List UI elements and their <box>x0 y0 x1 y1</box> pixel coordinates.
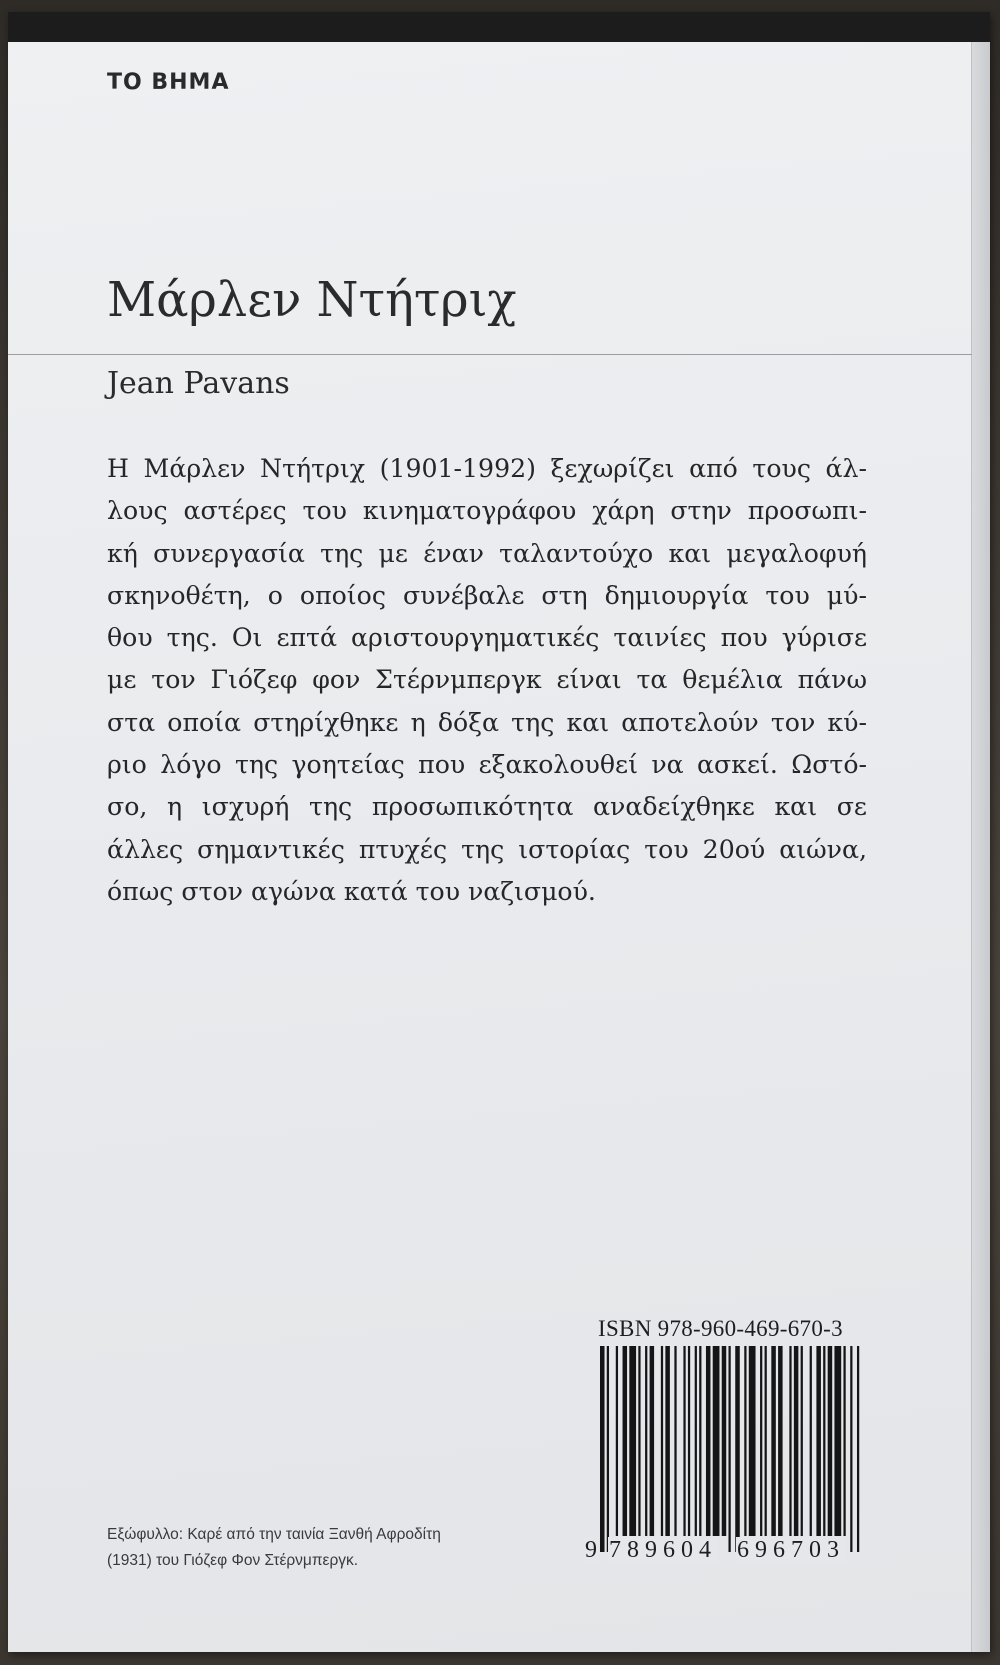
isbn-label: ISBN 978-960-469-670-3 <box>598 1316 843 1341</box>
barcode-bar <box>823 1346 825 1536</box>
barcode-bar <box>695 1346 697 1536</box>
barcode-bar <box>674 1346 676 1536</box>
barcode-bar <box>728 1346 730 1552</box>
barcode-bar <box>616 1346 618 1536</box>
barcode-bar <box>789 1346 791 1536</box>
barcode-bar <box>638 1346 640 1536</box>
cover-photo-credit <box>107 1522 567 1574</box>
barcode-bar <box>713 1346 720 1536</box>
barcode-bar <box>771 1346 776 1536</box>
publisher-name: ΤΟ ΒΗΜΑ <box>107 70 230 95</box>
blurb-text <box>107 448 867 913</box>
barcode-bar <box>706 1346 711 1536</box>
barcode-bar <box>650 1346 655 1536</box>
barcode-bar <box>810 1346 812 1536</box>
barcode-bar <box>828 1346 833 1536</box>
barcode-bar <box>843 1346 845 1536</box>
barcode-bar <box>857 1346 859 1552</box>
barcode-bar <box>744 1346 746 1536</box>
credit-line: (1931) του Γιόζεφ Φον Στέρνμπεργκ. <box>107 1552 359 1569</box>
blurb-line: ριο λόγο της γοητείας που εξακολουθεί να ασκεί. Ωστό- <box>107 750 867 780</box>
barcode-bar <box>816 1346 821 1536</box>
barcode-bar <box>665 1346 670 1536</box>
barcode-bar <box>607 1346 609 1552</box>
blurb-line: θου της. Οι επτά αριστουργηματικές ταινίες που γύρισε <box>107 623 867 653</box>
barcode-bar <box>600 1346 605 1552</box>
barcode-bar <box>661 1346 663 1536</box>
blurb-line: Η Μάρλεν Ντήτριχ (1901-1992) ξεχωρίζει από τους άλ- <box>107 454 867 483</box>
blurb-line: άλλες σημαντικές πτυχές της ιστορίας του 20ού αιώνα, <box>107 834 867 864</box>
credit-line: Εξώφυλλο: Καρέ από την ταινία Ξανθή Αφροδίτη <box>107 1526 441 1543</box>
blurb-line: κή συνεργασία της με έναν ταλαντούχο και μεγαλοφυή <box>107 538 867 568</box>
barcode-bar <box>765 1346 767 1536</box>
blurb-line: όπως στον αγώνα κατά του ναζισμού. <box>107 876 596 906</box>
barcode-digits-left: 789604 <box>609 1537 717 1563</box>
barcode-bar <box>683 1346 685 1536</box>
barcode-bar <box>688 1346 690 1536</box>
barcode-digit-first: 9 <box>585 1537 597 1563</box>
barcode-bar <box>749 1346 756 1536</box>
top-edge-band <box>8 12 990 42</box>
barcode-bar <box>850 1346 852 1552</box>
barcode-digits <box>585 1537 868 1569</box>
barcode-bar <box>834 1346 841 1536</box>
blurb-line: λους αστέρες του κινηματογράφου χάρη στην προσωπι- <box>107 496 867 526</box>
cover-fold-edge <box>971 42 990 1652</box>
barcode-bar <box>623 1346 628 1536</box>
barcode-bar <box>794 1346 799 1536</box>
blurb-line: σο, η ισχυρή της προσωπικότητα αναδείχθηκε και σε <box>107 792 867 822</box>
barcode-bar <box>699 1346 701 1536</box>
barcode-bar <box>801 1346 803 1536</box>
barcode-bar <box>645 1346 647 1536</box>
barcode <box>598 1346 868 1552</box>
barcode-bar <box>722 1346 727 1536</box>
barcode-digits-right: 696703 <box>737 1537 845 1563</box>
blurb-line: σκηνοθέτη, ο οποίος συνέβαλε στη δημιουργία του μύ- <box>107 580 867 610</box>
barcode-bar <box>735 1346 740 1552</box>
title-divider <box>8 354 972 355</box>
blurb-line: στα οποία στηρίχθηκε η δόξα της και αποτελούν τον κύ- <box>107 707 867 737</box>
barcode-bar <box>778 1346 783 1536</box>
barcode-bar <box>760 1346 762 1536</box>
barcode-bar <box>629 1346 636 1536</box>
book-title: Μάρλεν Ντήτριχ <box>107 272 517 328</box>
blurb-line: με τον Γιόζεφ φον Στέρνμπεργκ είναι τα θεμέλια πάνω <box>107 665 867 695</box>
book-author: Jean Pavans <box>107 366 290 401</box>
